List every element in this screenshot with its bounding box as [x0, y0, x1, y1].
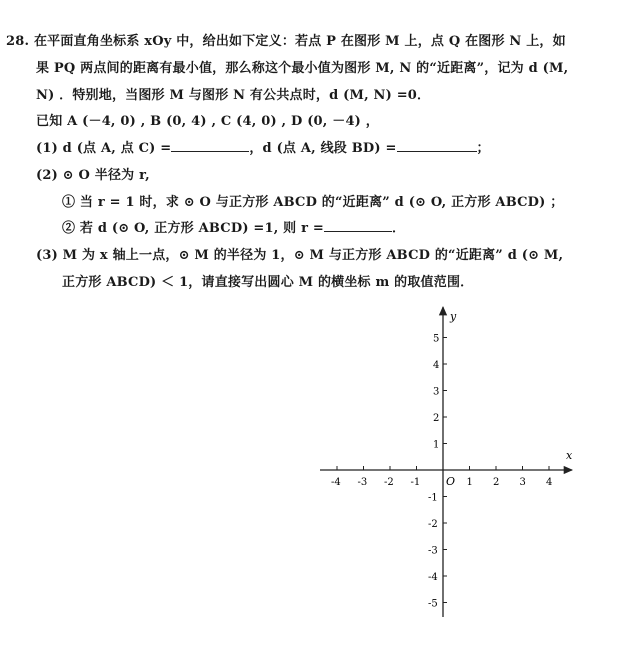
q2-2-text: ② 若 d (⊙ O, 正方形 ABCD) =1, 则 r = [62, 221, 324, 236]
y-tick-label: -1 [428, 492, 438, 504]
y-tick-label: -3 [428, 545, 438, 557]
x-tick-label: 1 [466, 477, 473, 488]
question-3-line-2: 正方形 ABCD) ＜ 1，请直接写出圆心 M 的横坐标 m 的取值范围． [62, 275, 474, 290]
y-tick-label: -2 [428, 519, 438, 530]
q2-2-end: ． [391, 221, 406, 236]
intro-text-2: 果 PQ 两点间的距离有最小值，那么称这个最小值为图形 M, N 的“近距离”，记为 d (M, [36, 61, 569, 76]
intro-text-1: 在平面直角坐标系 xOy 中，给出如下定义：若点 P 在图形 M 上，点 Q 在图形 N 上，如 [33, 34, 566, 49]
x-tick-label: -3 [357, 477, 368, 488]
question-2-sub-1: ① 当 r = 1 时，求 ⊙ O 与正方形 ABCD 的“近距离” d (⊙ O, 正方形 ABCD) ； [62, 195, 564, 210]
given-points: 已知 A (－4, 0) , B (0, 4) , C (4, 0) , D (0, －4) ， [36, 114, 379, 129]
y-tick-label: 3 [433, 386, 440, 398]
x-tick-label: -4 [331, 477, 341, 488]
y-tick-label: 5 [433, 333, 440, 345]
x-axis-label: x [566, 449, 573, 462]
x-tick-label: 2 [493, 477, 500, 488]
y-tick-label: 4 [433, 360, 440, 371]
q1-end: ； [476, 141, 490, 156]
question-3-line-1: (3) M 为 x 轴上一点，⊙ M 的半径为 1，⊙ M 与正方形 ABCD 的“近距离” d (⊙ M, [36, 248, 564, 263]
x-tick-label: -2 [384, 477, 394, 488]
y-tick-label: 1 [433, 439, 440, 451]
y-tick-label: 2 [433, 413, 440, 424]
x-tick-label: 4 [546, 477, 553, 488]
origin-label: O [446, 475, 456, 488]
intro-text-3: N) ．特别地，当图形 M 与图形 N 有公共点时，d (M, N) =0． [36, 88, 431, 103]
problem-number: 28. [6, 34, 30, 49]
q1-part-a: (1) d (点 A, 点 C) = [36, 141, 172, 156]
y-axis-label: y [450, 310, 457, 323]
q1-part-b: ，d (点 A, 线段 BD) = [249, 141, 397, 156]
x-tick-label: 3 [519, 477, 526, 488]
y-tick-label: -5 [428, 598, 438, 610]
x-tick-label: -1 [410, 477, 421, 488]
question-2: (2) ⊙ O 半径为 r, [36, 168, 150, 183]
y-tick-label: -4 [428, 572, 438, 583]
